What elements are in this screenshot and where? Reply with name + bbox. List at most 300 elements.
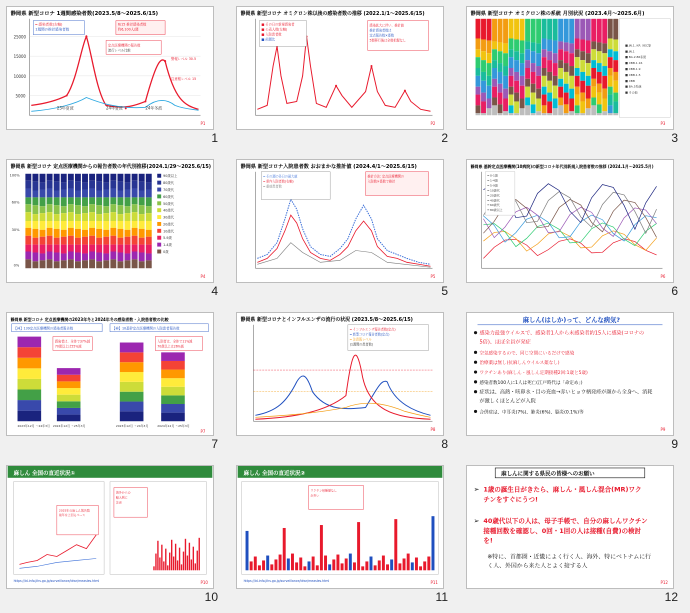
lineage-segment [520,19,525,41]
prefecture-bar [312,557,315,571]
slide-number-9: 9 [671,437,678,451]
lineage-segment [602,76,607,89]
svg-text:入院数×係数で推計: 入院数×係数で推計 [367,179,396,184]
age-segment [89,236,95,245]
age-segment [89,189,95,198]
age-line [483,231,656,251]
svg-text:■ 入院患者数: ■ 入院患者数 [261,32,282,37]
stack-segment [161,413,185,422]
svg-text:━ その週の各日の最大値: ━ その週の各日の最大値 [263,174,298,179]
age-segment [110,236,116,245]
age-segment [40,213,46,221]
lineage-segment [553,19,558,41]
svg-text:P5: P5 [430,274,436,280]
lineage-segment [547,51,552,60]
age-segment [47,189,53,198]
svg-text:【神】139定点医療機関の感染者報告数: 【神】139定点医療機関の感染者報告数 [13,326,74,331]
lineage-segment [591,79,596,87]
lineage-segment [536,89,541,99]
lineage-segment [586,40,591,53]
age-segment [110,245,116,252]
svg-text:■ その他: ■ その他 [625,90,638,95]
lineage-segment [564,104,569,113]
lineage-segment [580,51,585,60]
lineage-stacked-bars [476,19,619,115]
svg-text:P7: P7 [200,429,206,435]
age-segment [47,252,53,260]
lineage-segment [487,19,492,41]
lineage-segment [553,99,558,109]
age-segment [117,197,123,205]
stack-segment [120,392,144,402]
slide-number-5: 5 [441,284,448,298]
svg-text:■ 公表人数(左軸): ■ 公表人数(左軸) [261,27,288,32]
slide-9-title: 麻しん(はしか)って、どんな病気? [522,316,620,324]
slide-thumbnail-6[interactable] [460,153,690,306]
lineage-segment [564,19,569,43]
age-line [483,239,656,259]
svg-text:15000: 15000 [13,54,27,60]
slide-12-text [467,466,673,588]
age-segment [89,228,95,236]
age-segment [89,245,95,252]
age-segment [117,174,123,182]
age-segment [125,253,131,260]
lineage-segment [608,105,613,113]
age-segment [125,174,131,183]
age-segment [117,229,123,238]
lineage-segment [597,104,602,113]
age-segment [103,260,109,268]
age-segment [110,228,116,236]
lineage-segment [580,81,585,93]
age-segment [54,238,60,245]
lineage-segment [591,19,596,42]
lineage-segment [613,72,618,81]
lineage-segment [514,60,519,72]
lineage-segment [608,68,613,76]
age-segment [82,245,88,254]
age-segment [32,174,38,182]
age-segment [103,197,109,206]
age-legend-swatch [157,243,161,247]
lineage-segment [481,39,486,51]
lineage-segment [547,81,552,93]
lineage-segment [476,38,481,49]
slide-thumbnail-1[interactable] [0,0,230,153]
lineage-segment [498,19,503,43]
age-segment [25,236,31,245]
age-segment [82,230,88,237]
lineage-segment [608,95,613,106]
age-segment [146,230,152,237]
lineage-segment [531,93,536,105]
lineage-segment [492,68,497,79]
age-segment [96,221,102,229]
stack-segment [57,368,81,375]
week-bar [179,548,180,571]
age-segment [75,261,81,268]
stack-segment [161,395,185,404]
slide-1-title: 静岡県 新型コロナ 1週間感染者数(2023.5/8～2025.6/15) [10,10,159,17]
age-segment [139,238,145,245]
prefecture-bar [254,557,257,571]
slide-2-canvas[interactable] [236,6,444,130]
age-segment [40,253,46,260]
slide-10-canvas[interactable] [6,465,214,589]
slide-number-1: 1 [211,131,218,145]
svg-text:━ 5-9歳: ━ 5-9歳 [487,183,498,188]
lineage-segment [520,99,525,109]
svg-text:24年冬波: 24年冬波 [145,105,163,111]
svg-text:輸入例に: 輸入例に [115,495,128,500]
age-segment [96,238,102,245]
age-segment [47,259,53,268]
week-bar [169,553,170,571]
lineage-segment [569,76,574,89]
lineage-segment [487,76,492,86]
slide-thumbnail-2[interactable] [230,0,460,153]
lineage-segment [591,49,596,60]
lineage-segment [542,19,547,39]
stack-segment [57,408,81,415]
age-segment [82,206,88,213]
lineage-segment [575,95,580,106]
lineage-segment [536,19,541,44]
age-segment [82,183,88,190]
slide-12-canvas[interactable] [466,465,674,589]
slide-9-bullet-4: ワクチンあり(麻しん・風しん定期接種2回:1歳と5歳) [479,371,588,376]
age-segment [103,245,109,254]
age-legend-swatch [157,201,161,205]
age-segment [47,236,53,245]
lineage-segment [520,86,525,99]
age-segment [139,221,145,229]
lineage-segment [547,39,552,51]
slide-6-canvas[interactable] [466,159,674,283]
slide-3-chart [467,7,673,129]
lineage-segment [509,38,514,49]
lineage-segment [531,113,536,115]
stack-segment [18,347,42,358]
stack-segment [120,352,144,362]
prefecture-bar [398,563,401,570]
lineage-segment [575,113,580,115]
slide-3-canvas[interactable] [466,6,674,130]
slide-number-10: 10 [204,590,218,604]
lineage-segment [509,87,514,95]
age-segment [96,205,102,214]
age-segment [89,252,95,260]
lineage-segment [476,68,481,76]
lineage-segment [492,19,497,42]
age-segment [40,245,46,254]
lineage-segment [558,49,563,60]
age-segment [40,183,46,190]
prefecture-bar [328,564,331,570]
lineage-segment [569,99,574,112]
svg-text:推計方法: 定点医療機関の: 推計方法: 定点医療機関の [367,174,404,179]
lineage-segment [613,51,618,60]
age-segment [75,221,81,229]
week-bar [153,566,154,570]
age-segment [32,229,38,238]
slide-11-canvas[interactable] [236,465,444,589]
slide-5-chart [237,160,443,282]
svg-text:━ 10歳代: ━ 10歳代 [487,188,500,193]
age-segment [54,221,60,229]
prefecture-bar [270,564,273,570]
age-segment [125,237,131,245]
age-segment [25,212,31,221]
prefecture-bar [365,561,368,570]
lineage-segment [558,87,563,98]
age-segment [82,253,88,260]
svg-text:100%: 100% [9,173,20,178]
age-segment [96,214,102,221]
lineage-segment [542,105,547,113]
age-segment [54,191,60,198]
age-segment [25,204,31,212]
slide-9-bullet-6: 症状は、高熱・咳鼻水・目の充血→赤いヒョウ柄発疹が顔から全身へ、消耗が激しくほとんどが入院 [479,389,653,405]
age-legend-swatch [157,194,161,198]
slide-thumbnail-9[interactable] [460,306,690,459]
prefecture-bar [258,565,261,570]
age-segment [110,181,116,189]
lineage-segment [503,76,508,89]
slide-thumbnail-3[interactable] [460,0,690,153]
age-legend-label: 40歳代 [163,208,175,213]
slide-9-canvas[interactable] [466,312,674,436]
age-segment [68,228,74,236]
slide-8-title: 静岡県 新型コロナとインフルエンザの流行の状況 (2023.5/8～2025.6/15) [240,316,413,323]
age-segment [103,174,109,183]
week-bar [159,558,160,571]
slide-thumbnail-5[interactable] [230,153,460,306]
lineage-segment [569,89,574,99]
slide-number-8: 8 [441,437,448,451]
lineage-segment [498,72,503,84]
svg-text:2023年12月 ～24年3月: 2023年12月 ～24年3月 [17,424,50,429]
age-segment [132,245,138,252]
lineage-segment [553,40,558,53]
age-segment [146,174,152,183]
age-segment [40,221,46,230]
stack-segment [161,370,185,379]
stack-segment [18,389,42,400]
lineage-segment [536,99,541,112]
age-segment [103,221,109,230]
lineage-segment [520,76,525,86]
prefecture-bar [295,562,298,570]
slide-thumbnail-12[interactable] [460,459,690,612]
age-segment [54,182,60,191]
lineage-segment [520,53,525,63]
prefecture-bar [423,561,426,570]
age-segment [75,214,81,221]
age-segment [96,191,102,198]
svg-text:2025年の麻しん報告数: 2025年の麻しん報告数 [58,508,90,513]
slide-8-canvas[interactable] [236,312,444,436]
stack-segment [120,402,144,412]
lineage-segment [553,63,558,76]
lineage-segment [613,113,618,115]
age-segment [32,261,38,268]
age-segment [125,206,131,213]
lineage-segment [564,51,569,63]
lineage-segment [558,41,563,49]
slide-thumbnail-11[interactable] [230,459,460,612]
lineage-segment [597,72,602,84]
lineage-segment [591,98,596,106]
slide-11-chart [237,466,443,588]
slide-7-chart [7,313,213,435]
lineage-segment [569,66,574,76]
lineage-segment [575,57,580,68]
prefecture-bar [370,557,373,571]
lineage-segment [597,19,602,43]
age-segment [89,204,95,212]
lineage-segment [509,95,514,106]
lineage-segment [564,42,569,51]
prefecture-bar [345,558,348,570]
age-segment [103,206,109,213]
prefecture-bar [341,563,344,570]
age-segment [132,174,138,181]
week-bar [183,552,184,571]
svg-text:━ 注意報レベル: ━ 注意報レベル [349,337,372,342]
slide-9-bullet-1: 感染力最強ウイルスで、感染者1人から未感染者約15人に感染(コロナの 5倍)、ほぼ全員が発症 [479,330,645,346]
lineage-segment [597,42,602,51]
age-segment [75,245,81,253]
age-segment [110,189,116,198]
slide-number-12: 12 [664,590,678,604]
lineage-segment [503,111,508,115]
svg-text:前年を上回るペース: 前年を上回るペース [58,513,86,518]
lineage-segment [597,113,602,115]
lineage-segment [492,60,497,68]
svg-text:━ 60歳代: ━ 60歳代 [487,203,500,208]
slide-12-line-2: 40歳代以下の人は、母子手帳で、自分の麻しんワクチン接種回数を確認し、0回・1回の人は接種(自費)の検討を! [483,517,648,545]
age-legend-label: 10歳代 [163,229,175,234]
slide-12-line-3: ※特に、首都圏・近畿によく行く人、海外、特にベトナムに行く人、外国から来た人とよく接する人 [487,554,652,570]
age-segment [47,212,53,221]
svg-text:━ 40歳代: ━ 40歳代 [487,198,500,203]
svg-text:P8: P8 [430,427,436,433]
age-segment [89,212,95,221]
svg-text:━ 1-4歳: ━ 1-4歳 [487,178,498,183]
age-segment [25,252,31,260]
svg-text:注意報レベル 15: 注意報レベル 15 [171,76,197,81]
age-segment [40,197,46,206]
slide-thumbnail-7[interactable] [0,306,230,459]
lineage-segment [531,51,536,63]
age-segment [82,174,88,183]
age-segment [117,245,123,253]
slide-thumbnail-8[interactable] [230,306,460,459]
lineage-segment [514,19,519,40]
slide-7-canvas[interactable] [6,312,214,436]
svg-text:25000: 25000 [13,34,27,40]
lineage-segment [575,49,580,57]
stack-segment [120,411,144,421]
age-segment [146,213,152,221]
prefecture-bar [291,554,294,571]
age-segment [68,174,74,181]
lineage-segment [597,51,602,63]
age-segment [32,182,38,191]
age-segment [89,221,95,228]
slide-1-canvas[interactable] [6,6,214,130]
age-segment [146,183,152,190]
svg-text:60%: 60% [11,200,20,205]
lineage-segment [476,76,481,87]
stack-segment [120,362,144,372]
age-segment [61,213,67,221]
age-segment [132,197,138,204]
age-segment [61,237,67,245]
lineage-segment [586,99,591,109]
lineage-segment [547,19,552,40]
slide-thumbnail-4[interactable] [0,153,230,306]
age-segment [89,259,95,268]
lineage-segment [608,19,613,39]
slide-2-chart [237,7,443,129]
lineage-segment [547,93,552,102]
age-segment [132,221,138,228]
svg-text:P3: P3 [660,121,666,127]
lineage-segment [564,93,569,105]
prefecture-bar [390,559,393,570]
stack-segment [18,358,42,369]
svg-text:5類移行後は全数把握なし: 5類移行後は全数把握なし [369,38,406,43]
prefecture-bar [407,554,410,571]
week-bar [165,549,166,571]
lineage-segment [531,84,536,93]
svg-text:2023年12月 ～24年3月: 2023年12月 ～24年3月 [115,424,149,429]
lineage-segment [536,43,541,53]
age-segment [146,190,152,198]
lineage-segment [503,89,508,99]
lineage-segment [608,87,613,95]
svg-text:入院者は、全体で11%減: 入院者は、全体で11%減 [157,339,193,344]
lineage-segment [597,93,602,105]
slide-9-bullet-2: 空気感染するので、同じ空間にいるだけで感染 [479,351,575,357]
svg-text:約6,100人/週: 約6,100人/週 [117,27,139,32]
lineage-segment [558,68,563,79]
week-bar [185,539,186,570]
age-segment [146,197,152,206]
lineage-segment [509,113,514,115]
age-segment [25,221,31,228]
age-segment [68,236,74,245]
lineage-segment [608,49,613,57]
svg-text:■ XBB: ■ XBB [625,78,635,83]
lineage-segment [613,81,618,93]
age-segment [61,206,67,213]
slide-5-canvas[interactable] [236,159,444,283]
prefecture-bar [357,522,360,570]
week-bar [191,559,192,570]
age-segment [117,214,123,221]
age-segment [125,213,131,221]
slide-6-chart [467,160,673,282]
slide-2-title: 静岡県 新型コロナ オミクロン株以後の感染者数の推移 (2022.1/1～2025.6/15) [240,10,425,17]
svg-text:━ 重症患者数: ━ 重症患者数 [263,184,282,189]
slide-4-canvas[interactable] [6,159,214,283]
slide-1-chart [7,7,213,129]
slide-thumbnail-10[interactable] [0,459,230,612]
